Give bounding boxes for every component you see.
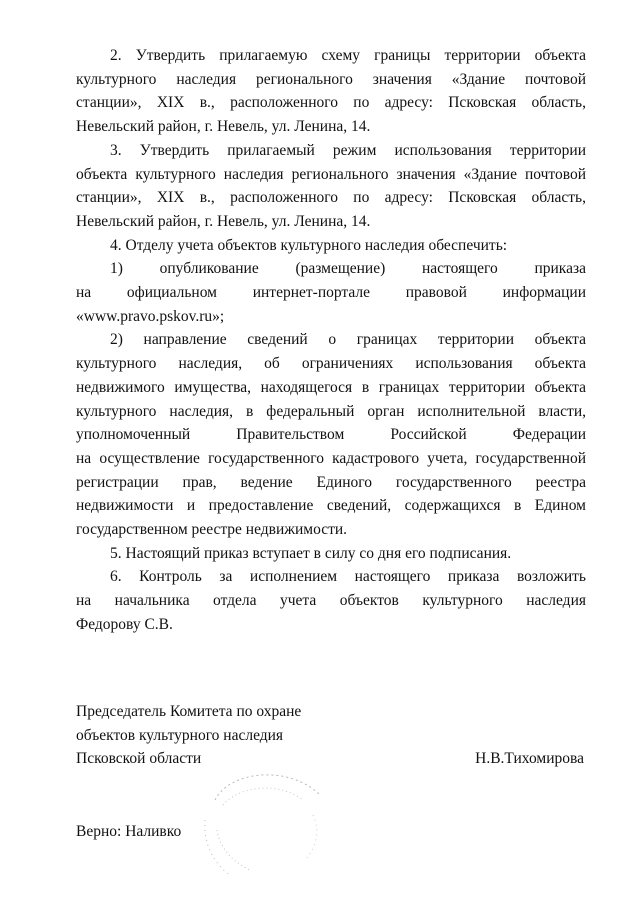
paragraph-3-line-2: объекта культурного наследия регионального значения «Здание почтовой — [76, 165, 586, 183]
paragraph-4-1-line-2: на официальном интернет-портале правовой информации — [76, 284, 586, 302]
signatory-position-line-2: объектов культурного наследия — [76, 726, 284, 744]
paragraph-2-line-3: станции», XIX в., расположенного по адресу: Псковская область, — [76, 94, 586, 112]
paragraph-3-line-3: станции», XIX в., расположенного по адресу: Псковская область, — [76, 189, 586, 207]
paragraph-4-2-line-3: недвижимого имущества, находящегося в границах территории объекта — [76, 378, 586, 396]
paragraph-4-2-line-2: культурного наследия, об ограничениях использования объекта — [76, 355, 586, 373]
faint-seal-stamp-icon — [195, 760, 345, 880]
paragraph-5: 5. Настоящий приказ вступает в силу со дня его подписания. — [110, 544, 512, 562]
paragraph-4: 4. Отделу учета объектов культурного наследия обеспечить: — [110, 236, 508, 254]
verified-by: Верно: Наливко — [76, 823, 182, 840]
paragraph-4-2-line-5: уполномоченный Правительством Российской Федерации — [76, 426, 586, 444]
paragraph-6-line-2: на начальника отдела учета объектов культурного наследия — [76, 592, 586, 610]
paragraph-4-2-line-4: культурного наследия, в федеральный орган исполнительной власти, — [76, 402, 586, 420]
paragraph-4-2-line-9: государственном реестре недвижимости. — [76, 521, 348, 539]
signatory-position-line-3: Псковской области — [76, 750, 202, 768]
paragraph-4-2-line-1: 2) направление сведений о границах территории объекта — [110, 331, 586, 349]
paragraph-6-line-3: Федорову С.В. — [76, 615, 173, 633]
paragraph-3-line-4: Невельский район, г. Невель, ул. Ленина, 14. — [76, 212, 371, 230]
signatory-name: Н.В.Тихомирова — [475, 750, 584, 767]
order-body — [76, 44, 586, 637]
paragraph-4-2-line-6: на осуществление государственного кадастрового учета, государственной — [76, 449, 586, 467]
paragraph-2-line-4: Невельский район, г. Невель, ул. Ленина, 14. — [76, 118, 371, 136]
paragraph-6-line-1: 6. Контроль за исполнением настоящего приказа возложить — [110, 568, 586, 586]
paragraph-4-2-line-7: регистрации прав, ведение Единого государственного реестра — [76, 473, 586, 491]
signatory-position-line-1: Председатель Комитета по охране — [76, 703, 302, 720]
paragraph-2-line-1: 2. Утвердить прилагаемую схему границы территории объекта — [110, 47, 586, 64]
paragraph-4-1-line-1: 1) опубликование (размещение) настоящего приказа — [110, 260, 586, 278]
paragraph-4-1-line-3: «www.pravo.pskov.ru»; — [76, 307, 225, 325]
paragraph-3-line-1: 3. Утвердить прилагаемый режим использования территории — [110, 141, 586, 159]
paragraph-4-2-line-8: недвижимости и предоставление сведений, содержащихся в Едином — [76, 497, 586, 515]
paragraph-2-line-2: культурного наследия регионального значения «Здание почтовой — [76, 70, 586, 88]
